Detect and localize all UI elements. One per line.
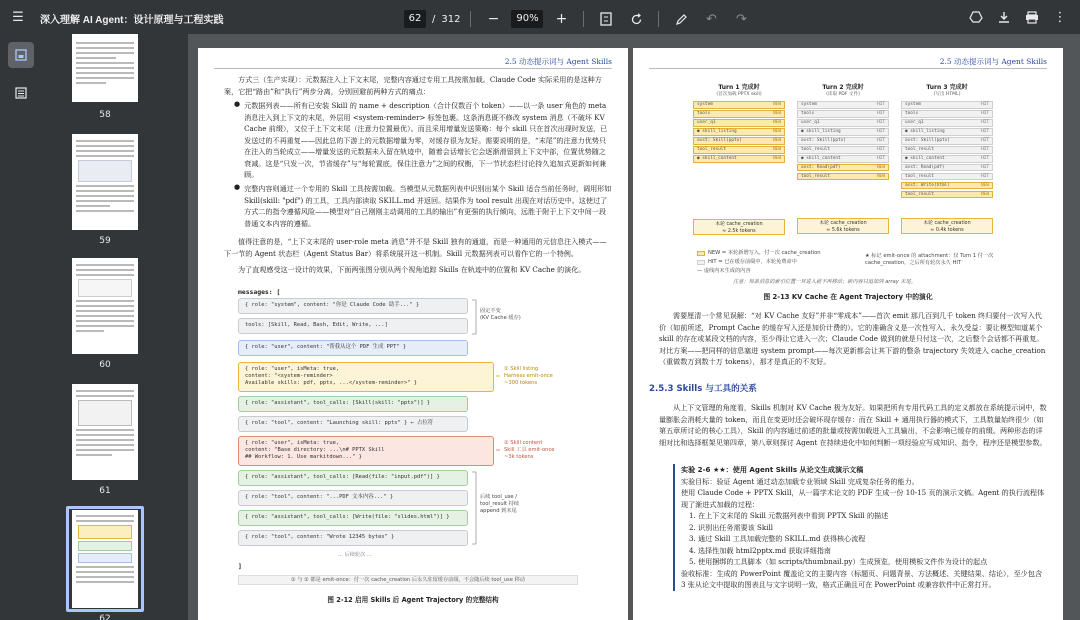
running-head: 2.5 动态提示词与 Agent Skills [939, 57, 1047, 66]
experiment-step: 3. 通过 Skill 工具加载完整的 SKILL.md 获得核心流程 [689, 534, 866, 543]
msg-read-call: { role: "assistant", tool_calls: [Read(file: "input.pdf")] } [238, 470, 468, 486]
annotate-pen-icon[interactable] [669, 7, 693, 31]
cache-row [797, 155, 889, 163]
outline-view-icon[interactable] [8, 80, 34, 106]
msg-read-result: { role: "tool", content: "...PDF 文本内容..." } [238, 490, 468, 506]
cache-row [693, 155, 785, 163]
bullet-dot: ● [234, 100, 241, 108]
cache-row [797, 101, 889, 109]
cache-row [901, 164, 993, 172]
zoom-out-button[interactable]: − [487, 11, 500, 27]
cache-row-status: HIT [981, 174, 989, 180]
legend-note: 注意：每条消息的索引位置一旦进入就不再移动；新内容只追加到 array 末尾。 [733, 279, 916, 285]
msg-skill-result: { role: "tool", content: "Launching skill: pptx" } ← 占位符 [238, 416, 468, 432]
code-end: ] [238, 562, 242, 570]
cache-row-status: HIT [981, 165, 989, 171]
cache-row-label: system [801, 102, 817, 108]
legend-new-text: NEW = 本轮新增写入，付一次 cache_creation [708, 250, 821, 256]
pdf-page-left [198, 48, 628, 620]
legend-new [697, 250, 821, 257]
cache-row [901, 191, 993, 199]
cache-row-status: HIT [981, 138, 989, 144]
document-title: 深入理解 AI Agent：设计原理与工程实践 [40, 15, 224, 26]
intro-paragraph: 方式三（生产实现）：元数据注入上下文末尾，完整内容通过专用工具按需加载。Claude Code 实际采用的是这种方案，它把“路由”和“执行”两步分离，分别回避前两种方式的痛点： [224, 75, 602, 96]
legend-dashed: — 虚线内未生成的内容 [697, 268, 751, 274]
cache-row [901, 110, 993, 118]
cache-row-status: NEW [773, 120, 781, 126]
cache-row-status: HIT [877, 156, 885, 162]
cache-row-label: user_q1 [801, 120, 820, 126]
msg-skill-content: { role: "user", isMeta: true, content: "Base directory: ...\n# PPTX Skill ## Workflow: 1. Use markitdown..." } [238, 436, 494, 466]
cache-row-status: NEW [773, 138, 781, 144]
cache-row [901, 128, 993, 136]
print-icon[interactable] [1020, 5, 1044, 29]
page-thumbnail[interactable] [72, 258, 138, 354]
cache-row-status: NEW [773, 102, 781, 108]
code-more: ... 后续轮次 ... [338, 552, 372, 558]
cache-row-status: HIT [877, 138, 885, 144]
pdf-toolbar [0, 0, 1080, 34]
turn-subtitle: (读取 PDF 文件) [826, 92, 860, 97]
cache-row-label: tool_result [697, 147, 727, 153]
cache-row [901, 155, 993, 163]
cache-row [693, 146, 785, 154]
cache-creation-box: 本轮 cache_creation ≈ 2.5k tokens [693, 219, 785, 235]
section-heading: 2.5.3 Skills 与工具的关系 [649, 384, 757, 394]
legend-hit [697, 259, 797, 266]
cache-row-status: HIT [877, 102, 885, 108]
cache-row-label: ● skill_content [697, 156, 737, 162]
cache-row [901, 146, 993, 154]
paragraph-note: 值得注意的是，“上下文末尾的 user-role meta 消息”并不是 Skill 独有的通道，而是一种通用的元信息注入模式——下一节的 Agent 状态栏（Agent Status Bar）将系统展开这一机制。Skill 元数据列表可以看作它的一个特例。 [224, 237, 607, 258]
cache-row-status: HIT [981, 120, 989, 126]
figure-brackets [198, 48, 628, 620]
cache-row [797, 173, 889, 181]
msg-write-result: { role: "tool", content: "Wrote 12345 bytes" } [238, 530, 468, 546]
fit-page-icon[interactable] [594, 7, 618, 31]
annotation-skill-listing: ① Skill listing Harness emit-once ~300 tokens [504, 366, 553, 386]
cache-row [693, 128, 785, 136]
cache-row [901, 137, 993, 145]
msg-skill-listing: { role: "user", isMeta: true, content: "<system-reminder> Available skills: pdf, pptx, ...</system-reminder>" } [238, 362, 494, 392]
cache-row-label: ● skill_content [905, 156, 945, 162]
cache-row [693, 137, 785, 145]
cache-row-label: ● skill_listing [697, 129, 737, 135]
experiment-desc: 使用 Claude Code + PPTX Skill，从一篇学术论文的 PDF 生成一份 10-15 页的演示文稿。Agent 的执行流程体现了渐进式加载的过程： [681, 488, 1045, 509]
cache-row-status: NEW [981, 183, 989, 189]
thumbnail-label: 58 [99, 110, 111, 120]
msg-write-call: { role: "assistant", tool_calls: [Write(file: "slides.html")] } [238, 510, 468, 526]
cache-row [693, 101, 785, 109]
cache-creation-box: 本轮 cache_creation ≈ 0.4k tokens [901, 218, 993, 234]
figure-caption: 图 2-13 KV Cache 在 Agent Trajectory 中的演化 [763, 293, 933, 301]
figure-note: ① 与 ② 都是 emit-once：付一次 cache_creation 后永久驻留缓存前缀，不会随后续 tool_use 移动 [238, 575, 578, 585]
cache-row [901, 101, 993, 109]
page-thumbnail[interactable] [72, 134, 138, 230]
page-thumbnail-current[interactable] [72, 510, 138, 608]
code-title: messages: [ [238, 288, 281, 296]
cache-row-label: user_q1 [697, 120, 716, 126]
thumbnail-label: 59 [99, 236, 111, 246]
divider [583, 11, 584, 27]
cache-row-label: asst: Read(pdf) [905, 165, 945, 171]
paragraph-skills-tools: 从上下文管理的角度看，Skills 机制对 KV Cache 极为友好。如果把所有专用代码工具的定义都放在系统提示词中，数量膨胀会消耗大量的 token，而且在变更时还会破坏现存缓存：而在 Skill + 通用执行器的模式下，工具数量始终很少（如第五章所讨论的核心工具），Skill 的内容通过前述的批量或按需加载进入工具输出，不会影响已缓存的前缀。两种形态的详细对比和选择框架见第四章，第八章则探讨 Agent 在持续进化中如何判断一项经验应写成知识、指令，程序还是模型参数。 [659, 403, 1047, 447]
experiment-step: 1. 在上下文末尾的 Skill 元数据列表中看到 PPTX Skill 的描述 [689, 511, 889, 520]
cache-row-status: NEW [877, 174, 885, 180]
page-thumbnail[interactable] [72, 384, 138, 480]
cache-row-status: HIT [981, 156, 989, 162]
paragraph-figures: 为了直观感受这一设计的效果，下面两张图分别从两个视角追踪 Skills 在轨迹中的位置和 KV Cache 的演化。 [238, 265, 586, 274]
turn-column-2 [797, 82, 889, 234]
menu-icon[interactable]: ☰ [12, 9, 24, 25]
annotation-skill-content: ② Skill content Skill 工具 emit-once ~3k tokens [504, 440, 555, 460]
download-icon[interactable] [992, 5, 1016, 29]
cache-row [901, 119, 993, 127]
cache-row [693, 119, 785, 127]
experiment-step: 2. 识别出任务需要该 Skill [689, 522, 773, 532]
legend-swatch-new [697, 251, 705, 256]
cache-row-label: tools [697, 111, 711, 117]
cache-row [797, 137, 889, 145]
running-head: 2.5 动态提示词与 Agent Skills [504, 57, 612, 66]
experiment-goal: 实验目标：验证 Agent 通过动态加载专业领域 Skill 完成复杂任务的能力。 [681, 476, 919, 486]
cache-row-label: tool_result [801, 174, 831, 180]
annotation-later: 后续 tool_use / tool_result 持续 append 到末尾 [480, 494, 520, 514]
msg-tools: tools: [Skill, Read, Bash, Edit, Write, ...] [238, 318, 468, 334]
cache-row-label: tool_result [905, 147, 935, 153]
turn-column-1 [693, 82, 785, 235]
zoom-input[interactable]: 90% [511, 10, 543, 28]
page-separator: / [432, 13, 436, 25]
cache-row-status: HIT [877, 129, 885, 135]
cache-row [693, 110, 785, 118]
turn-column-3 [901, 82, 993, 234]
cache-row [797, 110, 889, 118]
cache-row-label: system [905, 102, 921, 108]
cache-row-label: tools [801, 111, 815, 117]
cache-row [797, 119, 889, 127]
bullet-dot: ● [234, 183, 241, 191]
experiment-step: 5. 使用捆绑的工具脚本（如 scripts/thumbnail.py）生成预览，使用模板文件作为设计的起点 [689, 557, 988, 566]
cache-row-status: HIT [981, 102, 989, 108]
cache-row-label: ● skill_listing [801, 129, 841, 135]
page-number-input[interactable]: 62 [404, 10, 426, 28]
cache-row-label: user_q1 [905, 120, 924, 126]
cache-row-status: NEW [773, 156, 781, 162]
legend-hit-text: HIT = 已在缓存前缀中，本轮免费命中 [708, 259, 797, 265]
bullet-metadata: 元数据列表——所有已安装 Skill 的 name + description（合计仅数百个 token）——以一条 user 角色的 meta 消息注入到上下文的末尾，外层用 <system-reminder> 标签包裹。这条消息既不修改 system 消息（不破坏 KV Cache 前缀），又位于上下文末尾（注意力位置最优）。而且采用增量发送策略：每个 skill 只在首次出现时发送，已发送过的不再重复——因此总的下游上的元数据增量为零，对缓存很为友好。需要说明的是，“末尾”的注意力优势只在注入的当轮成立——增量发送的元数据未入留在轨迹中，随着会话增长它会逐渐滑留到上下文中部，位置优势随之衰减。这是“只发一次，节省缓存”与“每轮置底，保住注意力”之间的权衡，下一节状态栏讨论持久追加式更新如何兼顾。 [244, 101, 608, 179]
cache-row-label: tools [905, 111, 919, 117]
cache-row-status: NEW [981, 192, 989, 198]
thumbnail-sidebar [0, 34, 188, 620]
msg-system: { role: "system", content: "你是 Claude Code 助手..." } [238, 298, 468, 314]
figure-caption: 图 2-12 启用 Skills 后 Agent Trajectory 的完整结构 [327, 596, 499, 604]
turn-subtitle: (首次加载 PPTX skill) [716, 92, 762, 97]
cache-row-status: NEW [877, 165, 885, 171]
experiment-title: 实验 2-6 ★★：使用 Agent Skills 从论文生成演示文稿 [681, 465, 864, 474]
cache-row-status: HIT [981, 111, 989, 117]
cache-row [901, 182, 993, 190]
turn-title: Turn 1 完成时 [718, 84, 760, 91]
rotate-icon[interactable] [624, 7, 648, 31]
page-thumbnail[interactable] [72, 34, 138, 102]
cache-row [797, 128, 889, 136]
msg-skill-call: { role: "assistant", tool_calls: [Skill(skill: "pptx")] } [238, 396, 468, 412]
more-options-icon[interactable]: ⋮ [1053, 9, 1067, 25]
cache-row-status: HIT [981, 129, 989, 135]
turn-title: Turn 3 完成时 [926, 84, 968, 91]
thumbnail-label: 60 [99, 360, 111, 370]
bullet-full-content: 完整内容则通过一个专用的 Skill 工具按需加载。当模型从元数据列表中识别出某个 Skill 适合当前任务时，调用形如 Skill(skill: "pdf") 的工具，工具内部读取 SKILL.md 并返回。结果作为 tool result 出现在对话历史中。这使过了方式二的指令遵循风险——模型对“自己刚刚主动调用的工具的输出”有更强的执行倾向，远胜于附于上下文中间一段普通文本内容的遵循。 [244, 184, 612, 228]
cache-row-status: HIT [981, 147, 989, 153]
pdf-page-right [633, 48, 1063, 620]
cache-row [797, 146, 889, 154]
cache-row-label: tool_result [905, 192, 935, 198]
cache-creation-box: 本轮 cache_creation ≈ 5.6k tokens [797, 218, 889, 234]
thumbnail-label: 61 [99, 486, 111, 496]
cache-row-status: HIT [877, 147, 885, 153]
annotation-fixed: 固定不变 (KV Cache 缓存) [480, 308, 521, 321]
document-viewer[interactable] [188, 34, 1080, 620]
cache-row-label: asst: Skill(pptx) [697, 138, 742, 144]
cache-row-status: HIT [877, 111, 885, 117]
legend-swatch-hit [697, 260, 705, 265]
paragraph-misconception: 需要厘清一个常见误解：“对 KV Cache 友好”并非“零成本”——首次 emit 那几百到几千 token 终归要付一次写入代价（如前所述，Prompt Cache 的缓存写入还是加价计费的）。它的准确含义是一次性写入、永久受益：要让模型知道某个 skill 的存在或某段文档的内容，至少得让它进入一次；Claude Code 做到的就是只付这一次，之后整个会话都不再重复。对比方案——把同样的信息塞进 system prompt——每次更新都会让其下游的整条 trajectory 失效进入 cache_creation（重做数万到数十万 tokens），那才是真正的不友好。 [659, 311, 1046, 366]
turn-subtitle: (写出 HTML) [933, 92, 961, 97]
cache-row-label: ● skill_listing [905, 129, 945, 135]
experiment-step: 4. 选择性加载 html2pptx.md 获取详细指南 [689, 545, 831, 555]
divider [658, 11, 659, 27]
thumbnail-label: 62 [99, 614, 111, 620]
cache-row-status: HIT [877, 120, 885, 126]
cache-row [901, 173, 993, 181]
cache-row-label: tool_result [801, 147, 831, 153]
cache-row-status: NEW [773, 129, 781, 135]
experiment-box [673, 464, 1047, 591]
redo-icon[interactable]: ↷ [736, 11, 747, 27]
header-rule [649, 68, 1047, 69]
msg-user-request: { role: "user", content: "帮我从这个 PDF 生成 PPT" } [238, 340, 468, 356]
cache-row-label: tool_result [905, 174, 935, 180]
undo-icon[interactable]: ↶ [706, 11, 717, 27]
divider [470, 11, 471, 27]
cache-row-label: asst: Read(pdf) [801, 165, 841, 171]
page-total: 312 [441, 13, 461, 25]
thumbnails-view-icon[interactable] [8, 42, 34, 68]
cache-row-label: asst: Skill(pptx) [801, 138, 846, 144]
cache-row-status: NEW [773, 111, 781, 117]
cache-row-label: ● skill_content [801, 156, 841, 162]
legend-star: ★ 标记 emit-once 的 attachment：仅 Turn 1 付一次 cache_creation，之后所有轮次永久 HIT [865, 253, 994, 266]
drive-save-icon[interactable] [964, 5, 988, 29]
cache-row-status: NEW [773, 147, 781, 153]
cache-row [797, 164, 889, 172]
experiment-check: 验收标准：生成的 PowerPoint 覆盖论文的主要内容（标题页、问题背景、方法概述、关键结果、结论），至少包含 3 张从论文中提取的图表且与文字说明一致，格式正确且可在 PowerPoint 或兼容软件中正常打开。 [681, 568, 1043, 589]
turn-title: Turn 2 完成时 [822, 84, 864, 91]
cache-row-label: system [697, 102, 713, 108]
zoom-in-button[interactable]: + [555, 11, 568, 27]
cache-row-label: asst: Write(html) [905, 183, 950, 189]
cache-row-label: asst: Skill(pptx) [905, 138, 950, 144]
